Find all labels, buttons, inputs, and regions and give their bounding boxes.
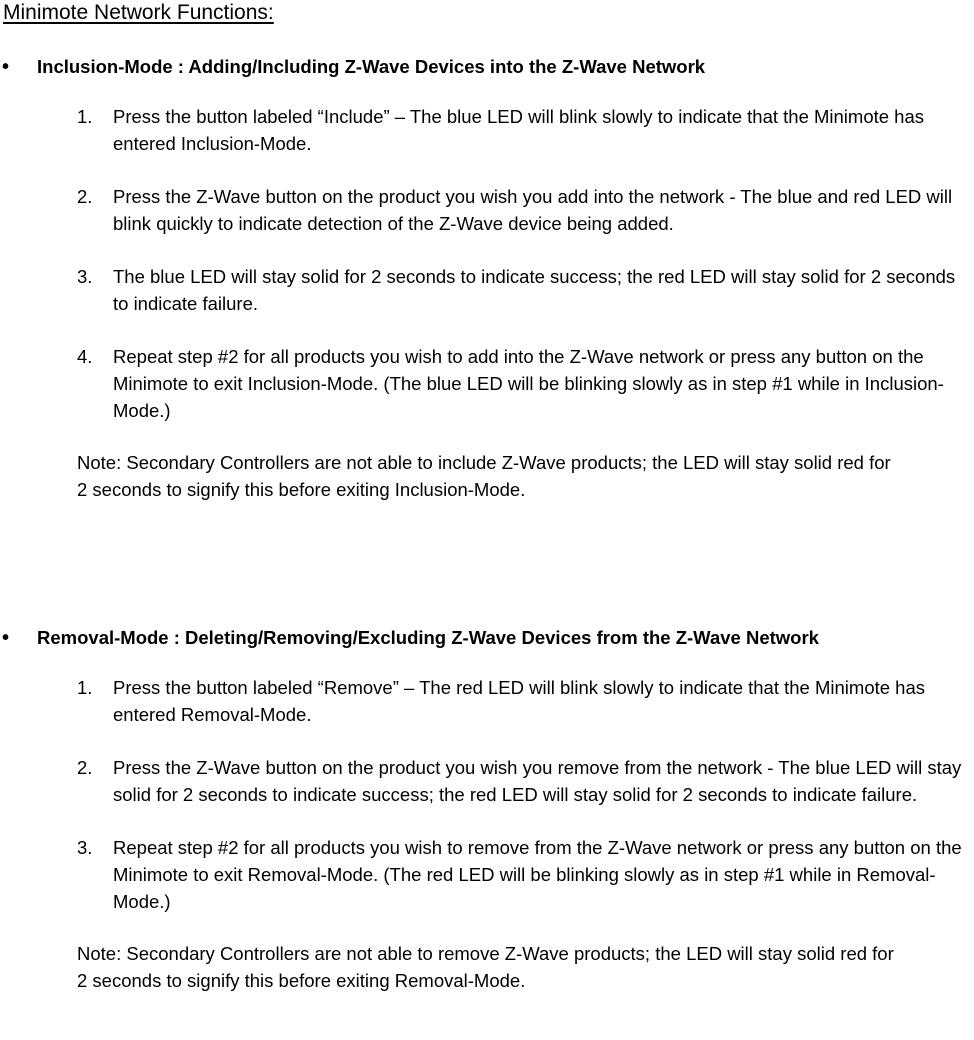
list-item: [0, 754, 974, 808]
list-item: [0, 834, 974, 915]
step-text: Press the Z-Wave button on the product you wish you add into the network - The blue and red LED will blink quickly to indicate detection of the Z-Wave device being added.: [113, 186, 953, 234]
step-text: Press the Z-Wave button on the product you wish you remove from the network - The blue LED will stay solid for 2 seconds to indicate success; the red LED will stay solid for 2 seconds to indicate failure.: [113, 757, 962, 805]
inclusion-heading: [0, 55, 974, 79]
inclusion-heading-text: Inclusion-Mode : Adding/Including Z-Wave Devices into the Z-Wave Network: [37, 56, 706, 77]
list-item: [0, 343, 974, 424]
step-number: 2.: [77, 757, 93, 778]
step-number: 3.: [77, 837, 93, 858]
list-item: [0, 263, 974, 317]
step-number: 2.: [77, 186, 93, 207]
list-item: [0, 103, 974, 157]
list-item: [0, 674, 974, 728]
removal-heading-text: Removal-Mode : Deleting/Removing/Excluding Z-Wave Devices from the Z-Wave Network: [37, 627, 819, 648]
inclusion-steps: [0, 103, 974, 424]
bullet-icon: •: [2, 627, 10, 649]
removal-steps: [0, 674, 974, 915]
step-number: 4.: [77, 346, 93, 367]
step-text: The blue LED will stay solid for 2 seconds to indicate success; the red LED will stay solid for 2 seconds to indicate failure.: [113, 266, 956, 314]
removal-heading: [0, 626, 974, 650]
step-text: Press the button labeled “Remove” – The red LED will blink slowly to indicate that the Minimote has entered Removal-Mode.: [113, 677, 926, 725]
step-text: Repeat step #2 for all products you wish to remove from the Z-Wave network or press any button on the Minimote to exit Removal-Mode. (The red LED will be blinking slowly as in step #1 while in Removal-Mode.): [113, 837, 962, 912]
inclusion-section: [0, 55, 974, 503]
step-number: 1.: [77, 677, 93, 698]
removal-section: [0, 626, 974, 994]
removal-note: Note: Secondary Controllers are not able to remove Z-Wave products; the LED will stay solid red for 2 seconds to signify this before exiting Removal-Mode.: [77, 943, 894, 991]
inclusion-note: Note: Secondary Controllers are not able to include Z-Wave products; the LED will stay solid red for 2 seconds to signify this before exiting Inclusion-Mode.: [77, 452, 891, 500]
page-title: Minimote Network Functions:: [3, 1, 274, 24]
step-text: Repeat step #2 for all products you wish to add into the Z-Wave network or press any button on the Minimote to exit Inclusion-Mode. (The blue LED will be blinking slowly as in step #1 while in Inclusion-Mode.): [113, 346, 944, 421]
list-item: [0, 183, 974, 237]
step-number: 1.: [77, 106, 93, 127]
step-number: 3.: [77, 266, 93, 287]
step-text: Press the button labeled “Include” – The blue LED will blink slowly to indicate that the Minimote has entered Inclusion-Mode.: [113, 106, 925, 154]
bullet-icon: •: [2, 56, 10, 78]
